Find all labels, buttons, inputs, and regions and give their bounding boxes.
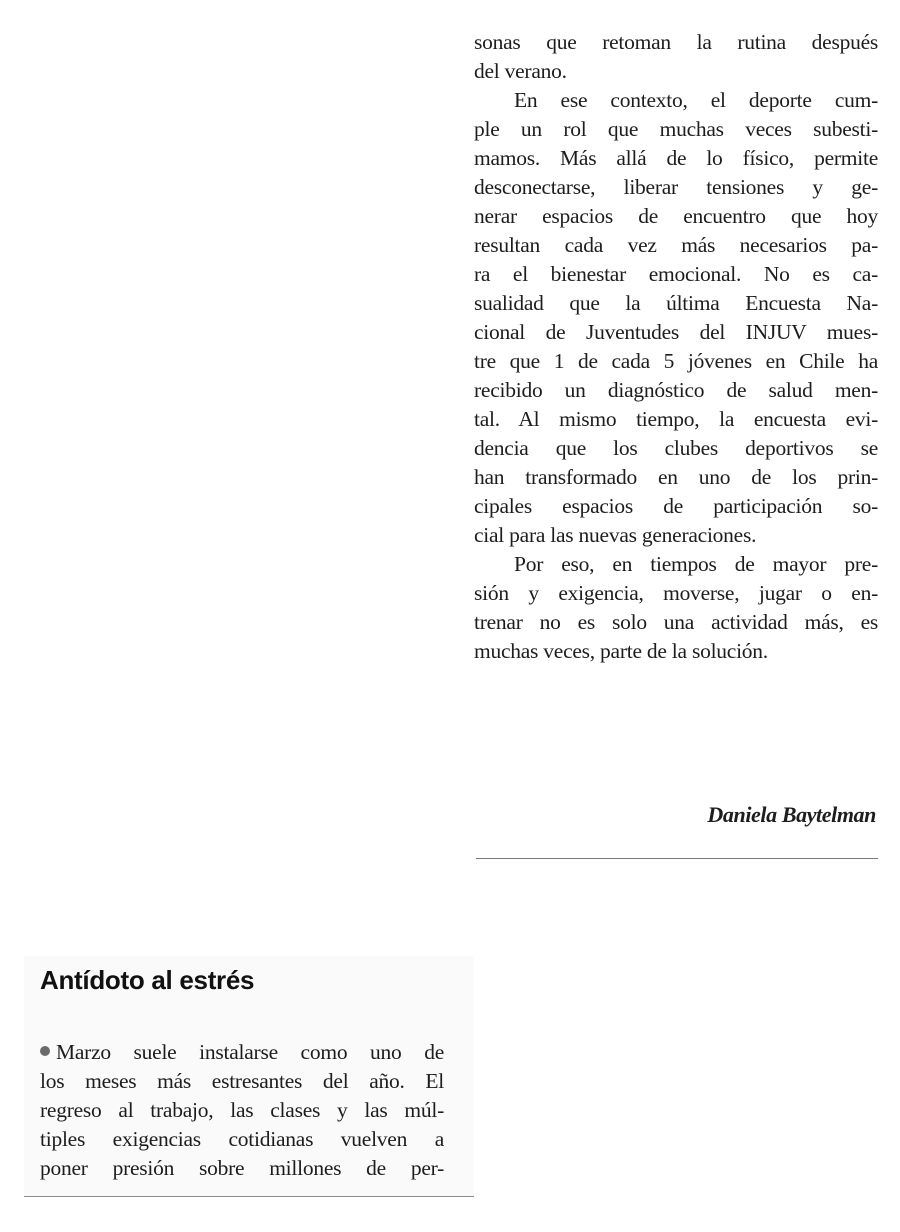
text-line: muchas veces, parte de la solución. <box>474 639 768 663</box>
text-line: tiples exigencias cotidianas vuelven a <box>40 1127 444 1151</box>
text-line <box>40 1038 444 1067</box>
text-line: han transformado en uno de los prin- <box>474 465 878 489</box>
bullet-icon <box>40 1046 50 1056</box>
text-line: regreso al trabajo, las clases y las múl- <box>40 1098 444 1122</box>
text-line: recibido un diagnóstico de salud men- <box>474 378 878 402</box>
text-line: cional de Juventudes del INJUV mues- <box>474 320 878 344</box>
text-line: Por eso, en tiempos de mayor pre- <box>514 552 878 576</box>
text-line: sualidad que la última Encuesta Na- <box>474 291 878 315</box>
text-line: del verano. <box>474 59 567 83</box>
text-line: tre que 1 de cada 5 jóvenes en Chile ha <box>474 349 878 373</box>
sidebar-title: Antídoto al estrés <box>40 965 255 995</box>
text-line: resultan cada vez más necesarios pa- <box>474 233 878 257</box>
divider-rule <box>476 858 878 859</box>
text-line: sión y exigencia, moverse, jugar o en- <box>474 581 878 605</box>
text-line: desconectarse, liberar tensiones y ge- <box>474 175 878 199</box>
text-line-content: Marzo suele instalarse como uno de <box>56 1040 444 1064</box>
text-line: sonas que retoman la rutina después <box>474 30 878 54</box>
text-line: nerar espacios de encuentro que hoy <box>474 204 878 228</box>
text-line: trenar no es solo una actividad más, es <box>474 610 878 634</box>
article-column-right <box>474 28 878 666</box>
text-line: ple un rol que muchas veces subesti- <box>474 117 878 141</box>
text-line: cial para las nuevas generaciones. <box>474 523 757 547</box>
text-line: En ese contexto, el deporte cum- <box>514 88 878 112</box>
text-line: tal. Al mismo tiempo, la encuesta evi- <box>474 407 878 431</box>
divider-rule <box>24 1196 474 1197</box>
text-line: poner presión sobre millones de per- <box>40 1156 444 1180</box>
text-line: los meses más estresantes del año. El <box>40 1069 444 1093</box>
text-line: cipales espacios de participación so- <box>474 494 878 518</box>
sidebar-column <box>40 1038 444 1183</box>
text-line: mamos. Más allá de lo físico, permite <box>474 146 878 170</box>
text-line: ra el bienestar emocional. No es ca- <box>474 262 878 286</box>
text-line: dencia que los clubes deportivos se <box>474 436 878 460</box>
author-signature: Daniela Baytelman <box>707 802 876 827</box>
